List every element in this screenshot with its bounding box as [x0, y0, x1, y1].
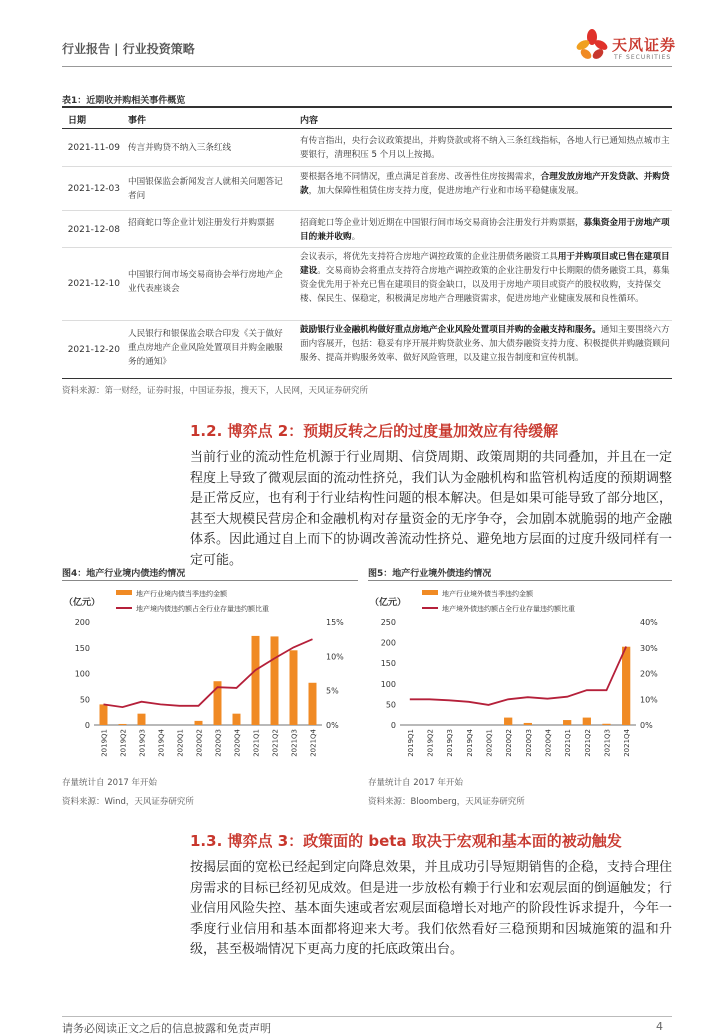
chart-bar	[583, 718, 591, 725]
table-row-divider	[62, 320, 672, 321]
x-tick-label: 2019Q3	[138, 729, 147, 757]
chart-bar	[119, 724, 127, 725]
chart-bar	[233, 714, 241, 725]
legend-bar-swatch	[422, 590, 438, 595]
y-tick-right: 40%	[640, 618, 658, 627]
x-tick-label: 2019Q2	[119, 729, 128, 757]
table-row-divider	[62, 166, 672, 167]
y-tick-left: 50	[79, 695, 90, 705]
y-tick-left: 0	[84, 721, 90, 730]
table-row-content: 要根据各地不同情况，重点满足首套房、改善性住房按揭需求，合理发放房地产开发贷款、并购贷款，加大保障性租赁住房支持力度，促进房地产行业和市场平稳健康发展。	[300, 172, 670, 196]
figure4-caption: 图4：地产行业境内债违约情况	[62, 569, 186, 579]
figure4-source: 资料来源：Wind，天风证券研究所	[62, 797, 194, 807]
table-row-date: 2021-12-08	[67, 225, 120, 235]
x-tick-label: 2019Q2	[426, 729, 435, 757]
y-tick-right: 20%	[640, 669, 658, 679]
logo-subtitle: TF SECURITIES	[614, 54, 672, 61]
figure4-note: 存量统计自 2017 年开始	[62, 778, 158, 788]
chart-bar	[309, 683, 317, 725]
chart-bar	[290, 650, 298, 725]
x-tick-label: 2020Q3	[214, 729, 223, 757]
section-body-1-3: 按揭层面的宽松已经起到定向降息效果，并且成功引导短期销售的企稳，支持合理住房需求的目标已经初见成效。但是进一步放松有赖于行业和宏观层面的倒逼触发；行业信用风险失控、基本面失速或者宏观层面稳增长对地产的阶段性诉求提升，今年一季度行业信用和基本面都将迎来大考。我们依然看好三稳预期和因城施策的温和升级，甚至极端情况下更高力度的托底政策出台。	[190, 860, 672, 957]
x-tick-label: 2020Q4	[544, 729, 553, 757]
chart-bar	[622, 647, 630, 725]
y-axis-unit-label: （亿元）	[64, 598, 101, 608]
logo-name: 天风证券	[612, 36, 677, 54]
table-bottom-rule	[62, 378, 672, 379]
x-tick-label: 2020Q4	[233, 729, 242, 757]
table-row-date: 2021-12-20	[67, 345, 120, 355]
y-tick-right: 0%	[326, 721, 339, 730]
figure4-top-rule	[62, 580, 358, 581]
tf-logo-icon	[574, 28, 610, 62]
x-tick-label: 2019Q3	[446, 729, 455, 757]
table-header-event: 事件	[128, 116, 147, 126]
table-row-event: 招商蛇口等企业计划注册发行并购票据	[128, 218, 275, 228]
x-tick-label: 2019Q1	[406, 729, 415, 757]
table-row-divider	[62, 247, 672, 248]
y-tick-right: 15%	[326, 618, 344, 627]
table-row-event: 中国银行间市场交易商协会举行房地产企业代表座谈会	[128, 270, 283, 294]
figure5-caption: 图5：地产行业境外债违约情况	[368, 569, 492, 579]
table-row-content: 会议表示，将优先支持符合房地产调控政策的企业注册债务融资工具用于并购项目或已售在建项目建设。交易商协会将重点支持符合房地产调控政策的企业注册发行中长期限的债务融资工具，募集资金优先用于补充已售在建项目的资金缺口，以及用于房地产项目或资产的股权收购，支持保交楼、保民生、保稳定，积极满足房地产合理融资需求，促进房地产业健康发展和良性循环。	[300, 252, 670, 304]
table-row-content: 鼓励银行业金融机构做好重点房地产企业风险处置项目并购的金融支持和服务。通知主要围绕六方面内容展开，包括：稳妥有序开展并购贷款业务、加大债券融资支持力度、积极提供并购融资顾问服务、提高并购服务效率、做好风险管理，以及建立报告制度和宣传机制。	[300, 325, 670, 363]
x-tick-label: 2021Q4	[309, 729, 318, 757]
y-tick-left: 0	[390, 721, 396, 730]
table-caption: 表1：近期收并购相关事件概览	[62, 96, 186, 106]
y-tick-left: 100	[74, 669, 90, 679]
chart-series-line	[410, 647, 626, 705]
footer-divider	[62, 1016, 672, 1017]
y-tick-left: 150	[74, 643, 90, 653]
x-tick-label: 2021Q1	[252, 729, 261, 757]
x-tick-label: 2020Q1	[485, 729, 494, 757]
footer-disclaimer: 请务必阅读正文之后的信息披露和免责声明	[62, 1022, 271, 1035]
table-row-content: 招商蛇口等企业计划近期在中国银行间市场交易商协会注册发行并购票据，募集资金用于房地产项目的兼并收购。	[300, 218, 670, 242]
x-tick-label: 2021Q2	[583, 729, 592, 757]
table-header-rule	[62, 128, 672, 129]
x-tick-label: 2021Q1	[564, 729, 573, 757]
chart-bar	[602, 724, 610, 725]
chart-series-line	[104, 639, 313, 707]
chart-bar	[271, 636, 279, 725]
table-row-date: 2021-11-09	[67, 143, 120, 153]
page-number: 4	[656, 1020, 663, 1033]
x-tick-label: 2020Q2	[505, 729, 514, 757]
x-tick-label: 2020Q1	[176, 729, 185, 757]
y-tick-left: 200	[380, 638, 396, 648]
chart-bar	[138, 714, 146, 725]
chart-bar	[504, 718, 512, 725]
table-header-date: 日期	[68, 116, 87, 126]
header-divider	[62, 66, 672, 67]
figure4-chart	[62, 585, 358, 770]
y-tick-right: 10%	[326, 652, 344, 662]
section-body-1-2: 当前行业的流动性危机源于行业周期、信贷周期、政策周期的共同叠加，并且在一定程度上导致了微观层面的流动性挤兑，我们认为金融机构和监管机构适度的预期调整是正常反应，也有利于行业结构性问题的根本解决。但是如果可能导致了部分地区，甚至大规模民营房企和金融机构对存量资金的无序争夺，会加剧本就脆弱的地产金融体系。因此通过自上而下的协调改善流动性挤兑、避免地方层面的过度升级同样有一定可能。	[190, 450, 672, 568]
section-title-1-3: 1.3. 博弈点 3：政策面的 beta 取决于宏观和基本面的被动触发	[190, 832, 622, 850]
table-row-event: 人民银行和银保监会联合印发《关于做好重点房地产企业风险处置项目并购金融服务的通知》	[128, 329, 283, 367]
y-tick-left: 250	[380, 618, 396, 627]
x-tick-label: 2021Q3	[290, 729, 299, 757]
legend-line-label: 地产境内债违约额占全行业存量违约额比重	[136, 605, 269, 613]
chart-bar	[524, 723, 532, 725]
chart-bar	[563, 720, 571, 725]
legend-bar-label: 地产行业境内债当季违约金额	[136, 590, 227, 598]
y-tick-right: 30%	[640, 643, 658, 653]
chart-bar	[100, 704, 108, 725]
chart-bar	[195, 721, 203, 725]
y-tick-right: 0%	[640, 721, 653, 730]
figure5-top-rule	[368, 580, 672, 581]
figure5-chart	[368, 585, 672, 770]
legend-line-label: 地产境外债违约额占全行业存量违约额比重	[442, 605, 575, 613]
y-tick-left: 150	[380, 659, 396, 669]
y-tick-right: 5%	[326, 686, 339, 696]
section-title-1-2: 1.2. 博弈点 2：预期反转之后的过度量加效应有待缓解	[190, 422, 559, 440]
x-tick-label: 2019Q1	[100, 729, 109, 757]
table-header-content: 内容	[300, 116, 319, 126]
table-row-divider	[62, 210, 672, 211]
x-tick-label: 2021Q3	[603, 729, 612, 757]
table-row-event: 传言并购贷不纳入三条红线	[128, 143, 232, 153]
x-tick-label: 2019Q4	[157, 729, 166, 757]
x-tick-label: 2020Q3	[524, 729, 533, 757]
figure5-source: 资料来源：Bloomberg，天风证券研究所	[368, 797, 525, 807]
y-tick-left: 100	[380, 679, 396, 689]
y-tick-left: 50	[385, 700, 396, 710]
table-top-rule	[62, 106, 672, 108]
table-row-content: 有传言指出，央行会议政策提出，并购贷款或将不纳入三条红线指标，各地人行已通知热点城市主要银行，清理积压 5 个月以上按揭。	[300, 136, 670, 160]
table-row-date: 2021-12-10	[67, 279, 120, 289]
chart-bar	[252, 636, 260, 725]
legend-bar-label: 地产行业境外债当季违约金额	[442, 590, 533, 598]
table-row-date: 2021-12-03	[67, 184, 120, 194]
y-axis-unit-label: （亿元）	[370, 598, 407, 608]
y-tick-right: 10%	[640, 695, 658, 705]
report-header-title: 行业报告 | 行业投资策略	[62, 42, 195, 56]
figure5-note: 存量统计自 2017 年开始	[368, 778, 464, 788]
table-row-event: 中国银保监会新闻发言人就相关问题答记者问	[128, 177, 283, 201]
y-tick-left: 200	[74, 618, 90, 627]
legend-bar-swatch	[116, 590, 132, 595]
x-tick-label: 2021Q4	[623, 729, 632, 757]
table-source: 资料来源：第一财经，证券时报，中国证券报，搜天下，人民网，天风证券研究所	[62, 386, 369, 396]
x-tick-label: 2021Q2	[271, 729, 280, 757]
x-tick-label: 2019Q4	[465, 729, 474, 757]
x-tick-label: 2020Q2	[195, 729, 204, 757]
